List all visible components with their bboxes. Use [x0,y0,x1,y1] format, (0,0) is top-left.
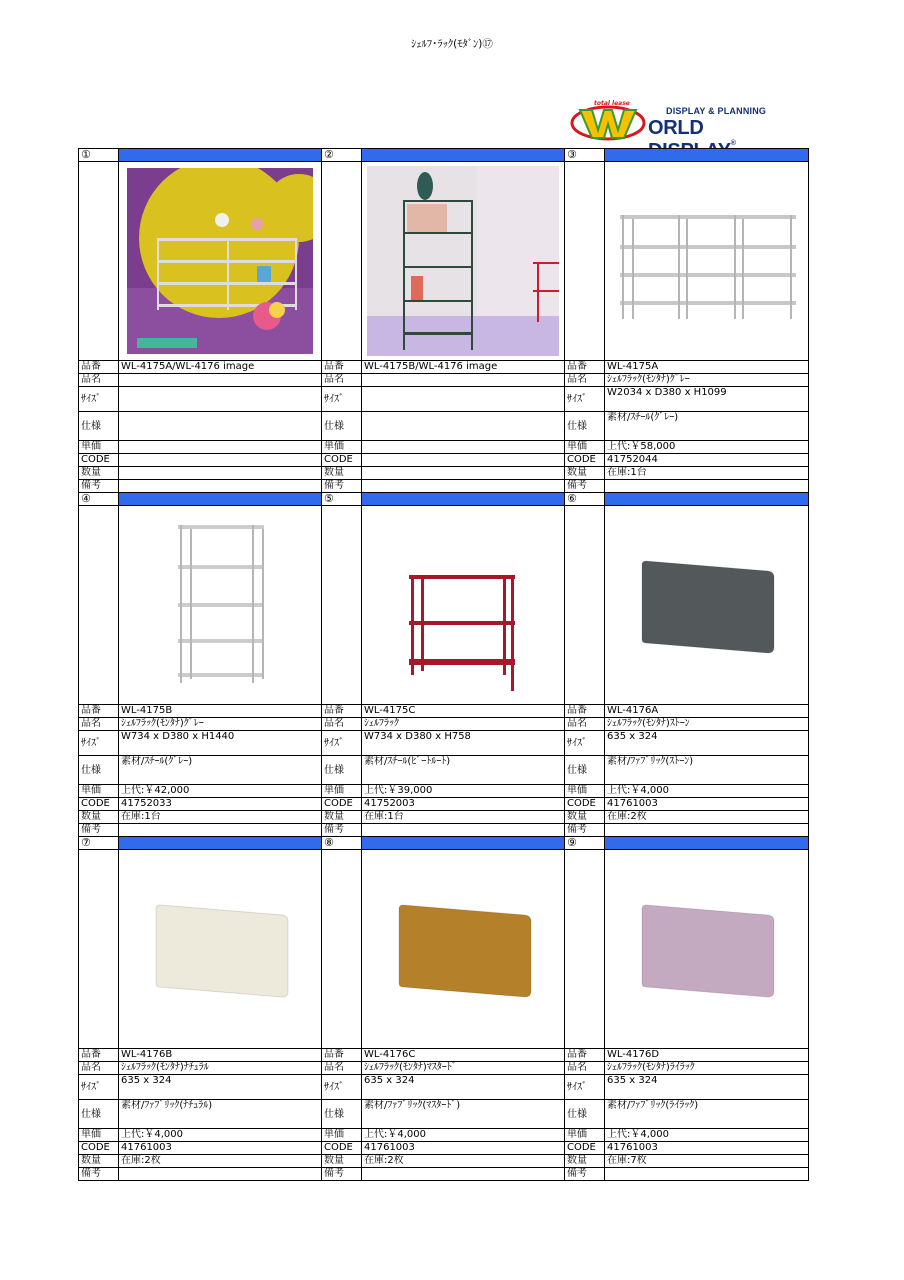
code-value: 41761003 [605,798,809,811]
code-row [79,798,809,811]
spec-value: 素材/ｽﾁｰﾙ(ｸﾞﾚｰ) [605,412,809,441]
note-label: 備考 [565,1168,605,1181]
item-number: ③ [565,149,605,162]
spec-value: 素材/ﾌｧﾌﾞﾘｯｸ(ﾗｲﾗｯｸ) [605,1100,809,1129]
image-row [79,162,809,361]
qty-row [79,811,809,824]
header-bar [119,837,322,850]
name-value: ｼｪﾙﾌﾗｯｸ(ﾓﾝﾀﾅ)ﾗｲﾗｯｸ [605,1062,809,1075]
qty-value: 在庫:1台 [362,811,565,824]
qty-label: 数量 [565,467,605,480]
code-row [79,1142,809,1155]
note-value [605,824,809,837]
purple-room-shelf-image [127,168,313,354]
size-value: 635 x 324 [362,1075,565,1100]
price-label: 単価 [79,441,119,454]
part-no-label: 品番 [322,705,362,718]
size-value: 635 x 324 [605,731,809,756]
code-value: 41761003 [119,1142,322,1155]
image-row [79,506,809,705]
part-no-value: WL-4175C [362,705,565,718]
item-number: ⑦ [79,837,119,850]
size-label: ｻｲｽﾞ [79,1075,119,1100]
qty-label: 数量 [322,1155,362,1168]
wide-grey-shelf-image [606,163,806,359]
price-row [79,1129,809,1142]
spec-label: 仕様 [565,412,605,441]
product-photo-cell [362,162,565,361]
product-photo-cell [119,162,322,361]
panel-natural-image [120,851,320,1047]
size-label: ｻｲｽﾞ [79,387,119,412]
item-number: ② [322,149,362,162]
qty-value [119,467,322,480]
product-photo [605,506,808,704]
size-value [119,387,322,412]
product-photo [119,850,321,1048]
panel-stone-image [606,507,806,703]
spec-value: 素材/ﾌｧﾌﾞﾘｯｸ(ｽﾄｰﾝ) [605,756,809,785]
part-no-value: WL-4175A [605,361,809,374]
price-value [362,441,565,454]
price-value: 上代:￥4,000 [605,1129,809,1142]
price-value: 上代:￥39,000 [362,785,565,798]
empty-cell [565,162,605,361]
qty-label: 数量 [322,811,362,824]
part-no-value: WL-4176A [605,705,809,718]
spec-value [362,412,565,441]
size-label: ｻｲｽﾞ [322,1075,362,1100]
name-label: 品名 [565,718,605,731]
part-no-label: 品番 [79,1049,119,1062]
group-header-row [79,837,809,850]
note-value [362,480,565,493]
price-label: 単価 [565,441,605,454]
note-label: 備考 [322,1168,362,1181]
tall-grey-shelf-image [120,507,320,703]
name-value [119,374,322,387]
code-label: CODE [565,1142,605,1155]
price-value [119,441,322,454]
empty-cell [79,162,119,361]
size-row [79,731,809,756]
size-value: 635 x 324 [605,1075,809,1100]
code-value: 41761003 [605,1142,809,1155]
name-label: 品名 [322,718,362,731]
name-label: 品名 [79,374,119,387]
spec-value: 素材/ﾌｧﾌﾞﾘｯｸ(ﾅﾁｭﾗﾙ) [119,1100,322,1129]
name-label: 品名 [79,718,119,731]
note-value [362,1168,565,1181]
w-mark-icon [570,104,646,142]
qty-label: 数量 [322,467,362,480]
part-no-value: WL-4175B/WL-4176 image [362,361,565,374]
price-label: 単価 [565,1129,605,1142]
logo-name: ORLD ® [648,117,736,147]
qty-value [362,467,565,480]
code-label: CODE [322,798,362,811]
panel-mustard-image [363,851,563,1047]
product-photo [362,506,564,704]
code-label: CODE [565,798,605,811]
qty-label: 数量 [79,467,119,480]
document-title: ｼｪﾙﾌ･ﾗｯｸ(ﾓﾀﾞﾝ)⑰ [411,38,493,50]
size-value: W734 x D380 x H1440 [119,731,322,756]
spec-label: 仕様 [79,412,119,441]
price-label: 単価 [322,1129,362,1142]
spec-label: 仕様 [565,1100,605,1129]
spec-value [119,412,322,441]
header-bar [605,149,809,162]
name-row [79,1062,809,1075]
size-value: W734 x D380 x H758 [362,731,565,756]
name-row [79,374,809,387]
name-value: ｼｪﾙﾌﾗｯｸ(ﾓﾝﾀﾅ)ﾅﾁｭﾗﾙ [119,1062,322,1075]
spec-label: 仕様 [565,756,605,785]
name-label: 品名 [322,1062,362,1075]
note-label: 備考 [565,480,605,493]
note-value [605,1168,809,1181]
product-photo [119,162,321,360]
size-label: ｻｲｽﾞ [565,731,605,756]
part-no-label: 品番 [565,361,605,374]
code-value: 41752033 [119,798,322,811]
name-value: ｼｪﾙﾌﾗｯｸ(ﾓﾝﾀﾅ)ｸﾞﾚｰ [119,718,322,731]
name-row [79,718,809,731]
note-row [79,1168,809,1181]
price-value: 上代:￥4,000 [119,1129,322,1142]
image-row [79,850,809,1049]
part-no-row [79,705,809,718]
price-label: 単価 [322,441,362,454]
item-number: ④ [79,493,119,506]
item-number: ⑥ [565,493,605,506]
name-label: 品名 [322,374,362,387]
world-display-logo [570,100,792,147]
item-number: ① [79,149,119,162]
part-no-label: 品番 [322,1049,362,1062]
spec-row [79,1100,809,1129]
note-value [362,824,565,837]
spec-label: 仕様 [79,756,119,785]
price-label: 単価 [322,785,362,798]
product-photo [362,162,564,360]
item-number: ⑧ [322,837,362,850]
red-shelf-image [363,507,563,703]
note-label: 備考 [79,1168,119,1181]
qty-row [79,1155,809,1168]
size-value: 635 x 324 [119,1075,322,1100]
qty-value: 在庫:1台 [119,811,322,824]
size-label: ｻｲｽﾞ [79,731,119,756]
note-value [119,480,322,493]
header-bar [119,493,322,506]
header-bar [605,837,809,850]
part-no-label: 品番 [79,361,119,374]
code-value: 41761003 [362,1142,565,1155]
code-value [362,454,565,467]
price-row [79,785,809,798]
name-value: ｼｪﾙﾌﾗｯｸ(ﾓﾝﾀﾅ)ｸﾞﾚｰ [605,374,809,387]
price-value: 上代:￥4,000 [362,1129,565,1142]
empty-cell [565,850,605,1049]
code-label: CODE [565,454,605,467]
item-number: ⑤ [322,493,362,506]
note-label: 備考 [79,480,119,493]
size-row [79,1075,809,1100]
part-no-value: WL-4176D [605,1049,809,1062]
header-bar [362,149,565,162]
note-value [605,480,809,493]
size-value [362,387,565,412]
note-value [119,1168,322,1181]
logo-tagline: total lease [594,100,630,107]
lilac-room-shelf-image [367,166,559,356]
product-photo-cell [605,850,809,1049]
name-value: ｼｪﾙﾌﾗｯｸ(ﾓﾝﾀﾅ)ﾏｽﾀｰﾄﾞ [362,1062,565,1075]
spec-label: 仕様 [322,412,362,441]
code-label: CODE [79,798,119,811]
size-value: W2034 x D380 x H1099 [605,387,809,412]
product-photo-cell [362,850,565,1049]
note-label: 備考 [565,824,605,837]
product-table [78,148,809,1181]
price-value: 上代:￥4,000 [605,785,809,798]
code-label: CODE [79,1142,119,1155]
product-photo [605,850,808,1048]
spec-value: 素材/ｽﾁｰﾙ(ｸﾞﾚｰ) [119,756,322,785]
spec-row [79,412,809,441]
price-value: 上代:￥58,000 [605,441,809,454]
spec-value: 素材/ﾌｧﾌﾞﾘｯｸ(ﾏｽﾀｰﾄﾞ) [362,1100,565,1129]
size-label: ｻｲｽﾞ [565,387,605,412]
name-value: ｼｪﾙﾌﾗｯｸ(ﾓﾝﾀﾅ)ｽﾄｰﾝ [605,718,809,731]
part-no-row [79,361,809,374]
qty-value: 在庫:2枚 [119,1155,322,1168]
size-row [79,387,809,412]
size-label: ｻｲｽﾞ [565,1075,605,1100]
part-no-value: WL-4175B [119,705,322,718]
code-row [79,454,809,467]
qty-row [79,467,809,480]
product-photo-cell [605,506,809,705]
part-no-label: 品番 [79,705,119,718]
note-value [119,824,322,837]
note-row [79,480,809,493]
price-label: 単価 [79,785,119,798]
qty-label: 数量 [79,1155,119,1168]
group-header-row [79,493,809,506]
qty-label: 数量 [79,811,119,824]
product-photo-cell [605,162,809,361]
logo-subtitle: DISPLAY & PLANNING [666,106,767,116]
part-no-label: 品番 [322,361,362,374]
spec-label: 仕様 [79,1100,119,1129]
note-label: 備考 [79,824,119,837]
header-bar [605,493,809,506]
spec-label: 仕様 [322,1100,362,1129]
part-no-value: WL-4176B [119,1049,322,1062]
product-photo-cell [119,506,322,705]
qty-label: 数量 [565,811,605,824]
spec-label: 仕様 [322,756,362,785]
qty-value: 在庫:2枚 [605,811,809,824]
code-value [119,454,322,467]
empty-cell [322,162,362,361]
note-row [79,824,809,837]
product-photo [605,162,808,360]
code-value: 41752044 [605,454,809,467]
product-photo [119,506,321,704]
product-photo-cell [119,850,322,1049]
code-label: CODE [322,454,362,467]
empty-cell [79,850,119,1049]
size-label: ｻｲｽﾞ [322,387,362,412]
qty-label: 数量 [565,1155,605,1168]
name-label: 品名 [565,1062,605,1075]
qty-value: 在庫:2枚 [362,1155,565,1168]
header-bar [119,149,322,162]
part-no-value: WL-4175A/WL-4176 image [119,361,322,374]
item-number: ⑨ [565,837,605,850]
note-label: 備考 [322,480,362,493]
code-value: 41752003 [362,798,565,811]
spec-row [79,756,809,785]
empty-cell [79,506,119,705]
empty-cell [322,850,362,1049]
product-photo [362,850,564,1048]
qty-value: 在庫:7枚 [605,1155,809,1168]
name-label: 品名 [79,1062,119,1075]
empty-cell [565,506,605,705]
name-value: ｼｪﾙﾌﾗｯｸ [362,718,565,731]
part-no-value: WL-4176C [362,1049,565,1062]
price-label: 単価 [79,1129,119,1142]
name-value [362,374,565,387]
spec-value: 素材/ｽﾁｰﾙ(ﾋﾞｰﾄﾙｰﾄ) [362,756,565,785]
part-no-label: 品番 [565,1049,605,1062]
part-no-label: 品番 [565,705,605,718]
qty-value: 在庫:1台 [605,467,809,480]
price-value: 上代:￥42,000 [119,785,322,798]
product-photo-cell [362,506,565,705]
header-bar [362,493,565,506]
header-bar [362,837,565,850]
empty-cell [322,506,362,705]
part-no-row [79,1049,809,1062]
code-label: CODE [79,454,119,467]
size-label: ｻｲｽﾞ [322,731,362,756]
code-label: CODE [322,1142,362,1155]
price-label: 単価 [565,785,605,798]
name-label: 品名 [565,374,605,387]
price-row [79,441,809,454]
panel-lilac-image [606,851,806,1047]
group-header-row [79,149,809,162]
note-label: 備考 [322,824,362,837]
